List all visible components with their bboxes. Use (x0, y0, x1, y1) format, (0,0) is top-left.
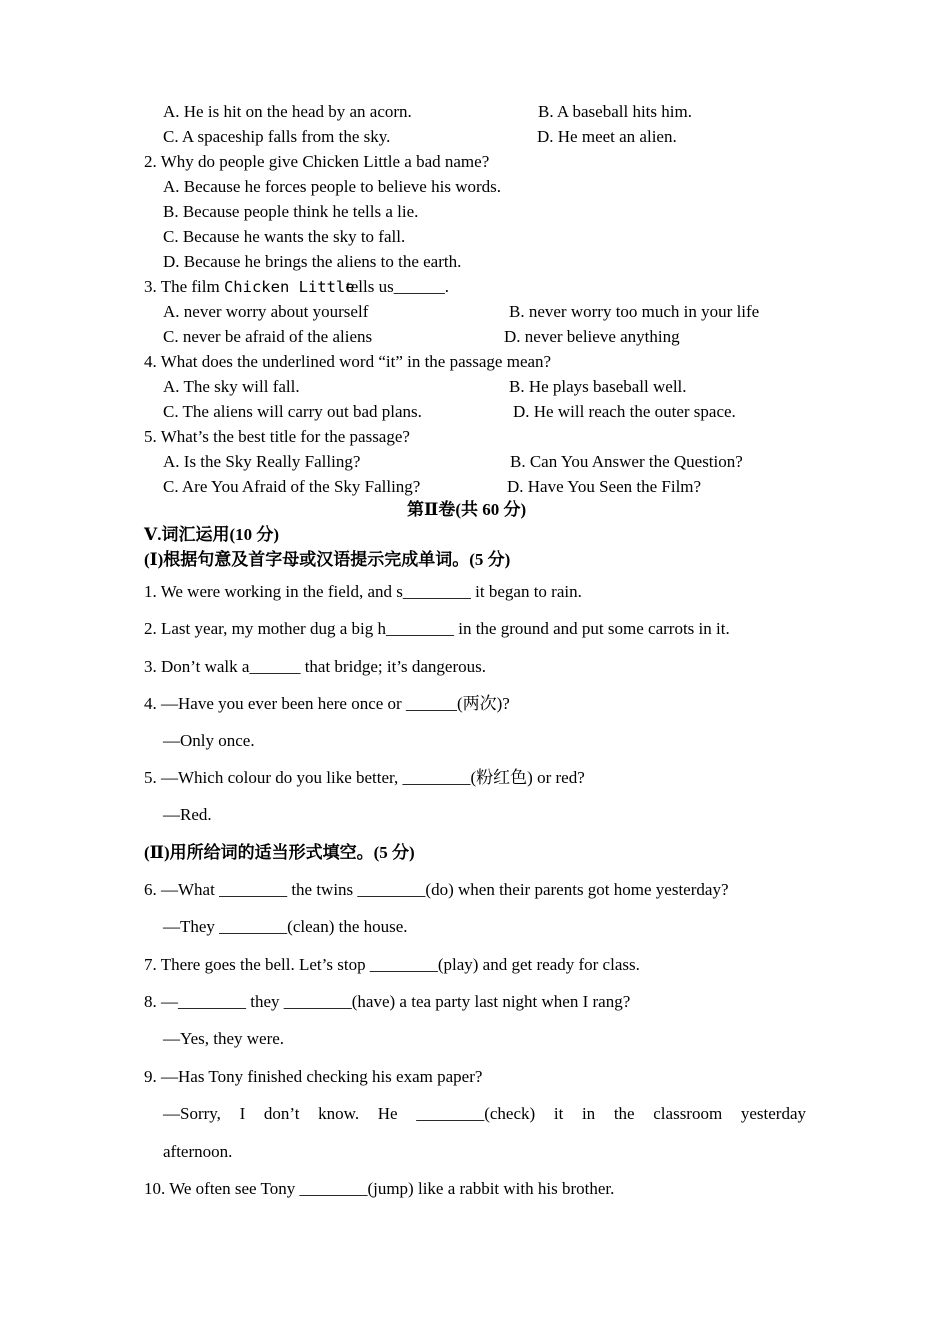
form-item-6-answer: —They ________(clean) the house. (163, 917, 408, 936)
part2-title: 第Ⅱ卷(共 60 分) (407, 500, 527, 519)
q3-film-title: Chicken Little (223, 278, 355, 296)
q5-option-d: D. Have You Seen the Film? (507, 477, 702, 496)
subsection-2-heading: (Ⅱ)用所给词的适当形式填空。(5 分) (144, 843, 415, 862)
form-item-9-answer-cont: afternoon. (163, 1142, 233, 1161)
q2-option-b: B. Because people think he tells a lie. (163, 202, 419, 221)
q4-option-b: B. He plays baseball well. (509, 377, 687, 396)
q1-option-c: C. A spaceship falls from the sky. (163, 127, 391, 146)
q1-option-b: B. A baseball hits him. (538, 102, 692, 121)
form-item-6: 6. —What ________ the twins ________(do) when their parents got home yesterday? (144, 880, 729, 899)
q4-option-a: A. The sky will fall. (163, 377, 300, 396)
vocab-item-4: 4. —Have you ever been here once or ______(两次)? (144, 694, 510, 713)
q5-option-c: C. Are You Afraid of the Sky Falling? (163, 477, 421, 496)
vocab-item-5: 5. —Which colour do you like better, ________(粉红色) or red? (144, 768, 585, 787)
q3-option-c: C. never be afraid of the aliens (163, 327, 373, 346)
form-item-10: 10. We often see Tony ________(jump) like a rabbit with his brother. (144, 1179, 615, 1198)
q4-option-d: D. He will reach the outer space. (513, 402, 736, 421)
subsection-1-heading: (Ⅰ)根据句意及首字母或汉语提示完成单词。(5 分) (144, 550, 511, 569)
vocab-item-3: 3. Don’t walk a______ that bridge; it’s dangerous. (144, 657, 486, 676)
section-5-heading: Ⅴ.词汇运用(10 分) (144, 525, 280, 544)
q2-option-d: D. Because he brings the aliens to the earth. (163, 252, 462, 271)
q2-option-a: A. Because he forces people to believe his words. (163, 177, 501, 196)
q4-option-c: C. The aliens will carry out bad plans. (163, 402, 422, 421)
form-item-7: 7. There goes the bell. Let’s stop ________(play) and get ready for class. (144, 955, 640, 974)
q5-option-a: A. Is the Sky Really Falling? (163, 452, 361, 471)
q3-stem (144, 276, 355, 298)
q2-option-c: C. Because he wants the sky to fall. (163, 227, 406, 246)
q3-stem-prefix: 3. The film (144, 277, 224, 296)
q4-stem: 4. What does the underlined word “it” in the passage mean? (144, 352, 552, 371)
q1-option-a: A. He is hit on the head by an acorn. (163, 102, 412, 121)
q5-stem: 5. What’s the best title for the passage? (144, 427, 410, 446)
form-item-9-answer: —Sorry, I don’t know. He ________(check) it in the classroom yesterday (163, 1104, 806, 1123)
q3-option-d: D. never believe anything (504, 327, 680, 346)
vocab-item-2: 2. Last year, my mother dug a big h________ in the ground and put some carrots in it. (144, 619, 730, 638)
vocab-item-4-answer: —Only once. (163, 731, 255, 750)
q3-stem-suffix: tells us______. (346, 277, 449, 296)
form-item-9: 9. —Has Tony finished checking his exam paper? (144, 1067, 483, 1086)
form-item-8-answer: —Yes, they were. (163, 1029, 285, 1048)
vocab-item-5-answer: —Red. (163, 805, 212, 824)
q5-option-b: B. Can You Answer the Question? (510, 452, 743, 471)
q2-stem: 2. Why do people give Chicken Little a bad name? (144, 152, 490, 171)
form-item-8: 8. —________ they ________(have) a tea party last night when I rang? (144, 992, 631, 1011)
q1-option-d: D. He meet an alien. (537, 127, 677, 146)
q3-option-a: A. never worry about yourself (163, 302, 369, 321)
vocab-item-1: 1. We were working in the field, and s________ it began to rain. (144, 582, 582, 601)
q3-option-b: B. never worry too much in your life (509, 302, 760, 321)
